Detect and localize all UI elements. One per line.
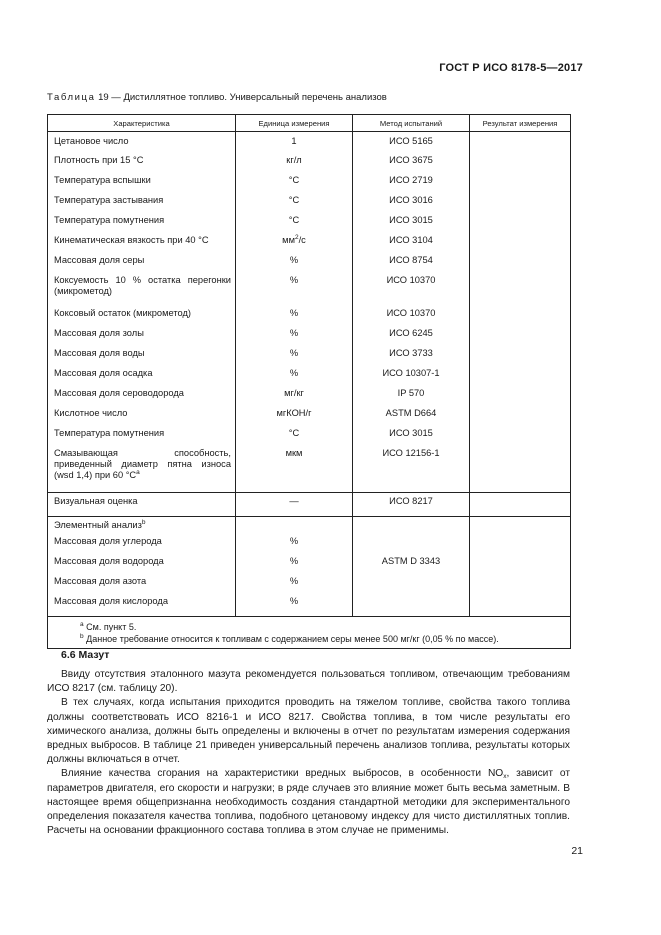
column-header: Результат измерения: [470, 115, 571, 132]
method-cell: [353, 576, 470, 596]
unit-superscript: 2: [294, 234, 299, 241]
column-header: Единица измерения: [236, 115, 353, 132]
method-cell: ИСО 6245: [353, 328, 470, 348]
paragraph: В тех случаях, когда испытания приходится проводить на тяжелом топливе, свойства такого топлива должны соответствовать ИСО 8216-1 и ИСО 8217. Свойства топлива, в том числе результаты его химического анализа, должны быть определены и включены в отчет по результатам измерения содержания вредных выбросов. В таблице 21 приведен универсальный перечень анализов топлива, результаты которых должны включаться в отчет.: [47, 697, 570, 766]
table-caption: [47, 92, 387, 103]
table-row: [48, 368, 571, 388]
table-caption-label: Таблица: [47, 92, 96, 103]
method-cell: ИСО 3733: [353, 348, 470, 368]
table-row: [48, 448, 571, 493]
method-cell: ИСО 3104: [353, 235, 470, 255]
result-cell: [470, 215, 571, 235]
unit-cell: °С: [236, 195, 353, 215]
unit-cell: —: [236, 493, 353, 517]
characteristic-cell: Коксовый остаток (микрометод): [48, 308, 236, 328]
paragraph-text: Влияние качества сгорания на характеристики вредных выбросов, в особенности NO: [61, 768, 504, 780]
method-cell: [353, 536, 470, 556]
result-cell: [470, 517, 571, 537]
result-cell: [470, 368, 571, 388]
method-cell: ASTM D 3343: [353, 556, 470, 576]
unit-base: мм: [282, 235, 295, 245]
unit-cell: %: [236, 275, 353, 308]
unit-cell: мкм: [236, 448, 353, 493]
unit-cell: %: [236, 308, 353, 328]
footnote-text: Данное требование относится к топливам с содержанием серы менее 500 мг/кг (0,05 % по массе).: [86, 634, 499, 644]
paragraph: [47, 767, 570, 838]
method-cell: ИСО 5165: [353, 132, 470, 156]
method-cell: IP 570: [353, 388, 470, 408]
result-cell: [470, 195, 571, 215]
unit-cell: 1: [236, 132, 353, 156]
characteristic-cell: Массовая доля воды: [48, 348, 236, 368]
characteristic-cell: Температура застывания: [48, 195, 236, 215]
paragraph: Ввиду отсутствия эталонного мазута рекомендуется пользоваться топливом, отвечающим требованиям ИСО 8217 (см. таблицу 20).: [47, 669, 570, 695]
section-body: [47, 668, 570, 838]
unit-cell: %: [236, 576, 353, 596]
page-number: 21: [571, 845, 583, 857]
paragraph-text: , зависит от параметров двигателя, его скорости и нагрузки; в ряде случаев это влияние может быть весьма заметным. В настоящее время общепризнанна необходимость создания стандартной методики для экспериментального определения показателя качества топлива, подобного цетановому индексу для чисто дистиллятных топлив. Расчеты на основании фракционного состава топлива в этом случае не применимы.: [47, 768, 570, 837]
table-row: [48, 275, 571, 308]
result-cell: [470, 576, 571, 596]
unit-cell: [236, 517, 353, 537]
footnote-text: См. пункт 5.: [86, 622, 137, 632]
document-header: ГОСТ Р ИСО 8178-5—2017: [439, 62, 583, 74]
table-row-visual: [48, 493, 571, 517]
footnote-mark: b: [141, 519, 146, 526]
table-row: [48, 215, 571, 235]
result-cell: [470, 132, 571, 156]
table-row: [48, 255, 571, 275]
table-header-row: [48, 115, 571, 132]
unit-cell: %: [236, 348, 353, 368]
table-row: [48, 576, 571, 596]
unit-cell: %: [236, 368, 353, 388]
table-row: [48, 328, 571, 348]
unit-cell: %: [236, 596, 353, 617]
result-cell: [470, 388, 571, 408]
characteristic-cell: Температура вспышки: [48, 175, 236, 195]
method-cell: ИСО 3015: [353, 215, 470, 235]
unit-cell: мгКОН/г: [236, 408, 353, 428]
characteristic-cell: Цетановое число: [48, 132, 236, 156]
method-cell: ИСО 10307-1: [353, 368, 470, 388]
table-row: [48, 348, 571, 368]
result-cell: [470, 428, 571, 448]
column-header: Метод испытаний: [353, 115, 470, 132]
result-cell: [470, 235, 571, 255]
result-cell: [470, 328, 571, 348]
characteristic-cell: Кинематическая вязкость при 40 °С: [48, 235, 236, 255]
characteristic-cell: Массовая доля углерода: [48, 536, 236, 556]
table-row: [48, 155, 571, 175]
unit-cell: %: [236, 556, 353, 576]
characteristic-cell: Массовая доля кислорода: [48, 596, 236, 617]
unit-tail: /с: [298, 235, 306, 245]
footnote-mark: a: [136, 469, 140, 476]
method-cell: ИСО 8754: [353, 255, 470, 275]
method-cell: ИСО 3675: [353, 155, 470, 175]
method-cell: ИСО 2719: [353, 175, 470, 195]
characteristic-cell: Визуальная оценка: [48, 493, 236, 517]
unit-cell: °С: [236, 428, 353, 448]
method-cell: ИСО 10370: [353, 275, 470, 308]
table-row: [48, 175, 571, 195]
method-cell: [353, 517, 470, 537]
method-cell: ASTM D664: [353, 408, 470, 428]
footnote: [80, 621, 564, 633]
characteristic-cell: Массовая доля осадка: [48, 368, 236, 388]
column-header: Характеристика: [48, 115, 236, 132]
result-cell: [470, 408, 571, 428]
unit-cell: кг/л: [236, 155, 353, 175]
characteristic-cell: Массовая доля серы: [48, 255, 236, 275]
section-title: 6.6 Мазут: [61, 649, 110, 661]
table-row: [48, 428, 571, 448]
table-row: [48, 235, 571, 255]
table-row: [48, 308, 571, 328]
characteristic-cell: Температура помутнения: [48, 428, 236, 448]
table-row: [48, 195, 571, 215]
unit-cell: °С: [236, 215, 353, 235]
subscript: x: [503, 773, 507, 781]
unit-cell: мг/кг: [236, 388, 353, 408]
analysis-table: [47, 114, 571, 649]
characteristic-text: Смазывающая способность, приведенный диаметр пятна износа (wsd 1,4) при 60 °С: [54, 448, 231, 480]
unit-cell: %: [236, 328, 353, 348]
table-row-elemental-header: [48, 517, 571, 537]
result-cell: [470, 155, 571, 175]
table-notes: [48, 617, 571, 649]
unit-cell: °С: [236, 175, 353, 195]
table-row: [48, 388, 571, 408]
result-cell: [470, 596, 571, 617]
footnote-mark: a: [80, 621, 84, 628]
characteristic-cell: [48, 517, 236, 537]
characteristic-cell: Коксуемость 10 % остатка перегонки (микрометод): [48, 275, 236, 308]
characteristic-cell: Кислотное число: [48, 408, 236, 428]
unit-cell: %: [236, 255, 353, 275]
result-cell: [470, 448, 571, 493]
table-row: [48, 556, 571, 576]
table-row: [48, 536, 571, 556]
unit-cell: %: [236, 536, 353, 556]
method-cell: ИСО 3015: [353, 428, 470, 448]
result-cell: [470, 493, 571, 517]
table-row: [48, 132, 571, 156]
characteristic-cell: Массовая доля золы: [48, 328, 236, 348]
table-notes-row: [48, 617, 571, 649]
method-cell: ИСО 8217: [353, 493, 470, 517]
result-cell: [470, 275, 571, 308]
characteristic-cell: Массовая доля сероводорода: [48, 388, 236, 408]
elemental-header-text: Элементный анализ: [54, 520, 142, 530]
unit-cell: [236, 235, 353, 255]
footnote: [80, 633, 564, 645]
table-caption-text: 19 — Дистиллятное топливо. Универсальный перечень анализов: [98, 92, 387, 103]
result-cell: [470, 308, 571, 328]
result-cell: [470, 536, 571, 556]
method-cell: ИСО 12156-1: [353, 448, 470, 493]
characteristic-cell: Массовая доля водорода: [48, 556, 236, 576]
characteristic-cell: Температура помутнения: [48, 215, 236, 235]
result-cell: [470, 255, 571, 275]
characteristic-cell: Плотность при 15 °С: [48, 155, 236, 175]
method-cell: ИСО 3016: [353, 195, 470, 215]
result-cell: [470, 175, 571, 195]
result-cell: [470, 348, 571, 368]
method-cell: ИСО 10370: [353, 308, 470, 328]
characteristic-cell: Массовая доля азота: [48, 576, 236, 596]
table-row: [48, 408, 571, 428]
footnote-mark: b: [80, 633, 84, 640]
method-cell: [353, 596, 470, 617]
characteristic-cell: [48, 448, 236, 493]
result-cell: [470, 556, 571, 576]
table-row: [48, 596, 571, 617]
